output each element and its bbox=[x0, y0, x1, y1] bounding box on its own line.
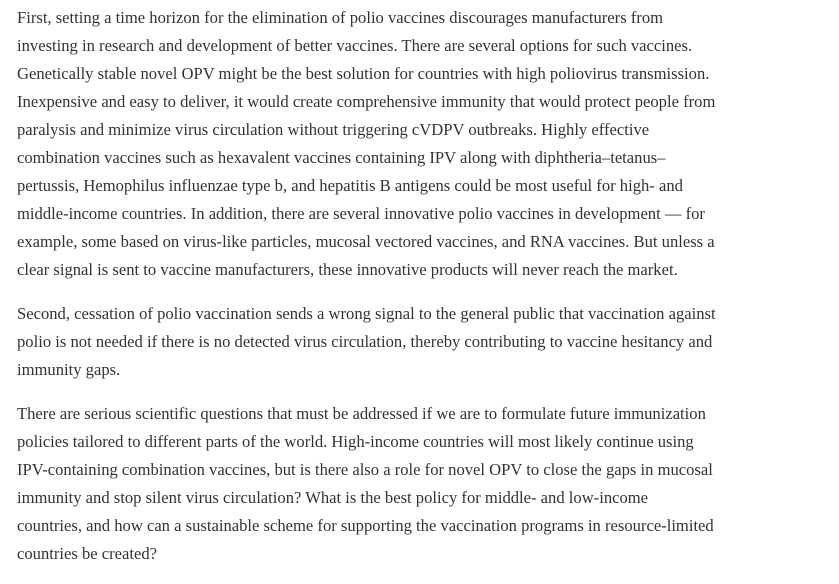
text-line: Genetically stable novel OPV might be the best solution for countries with high poliovirus transmission. bbox=[17, 64, 710, 83]
text-line: polio is not needed if there is no detected virus circulation, thereby contributing to vaccine hesitancy and bbox=[17, 332, 713, 351]
paragraph-second bbox=[17, 300, 827, 384]
text-line: investing in research and development of better vaccines. There are several options for such vaccines. bbox=[17, 36, 693, 55]
text-line: clear signal is sent to vaccine manufacturers, these innovative products will never reach the market. bbox=[17, 260, 678, 279]
text-line: countries, and how can a sustainable scheme for supporting the vaccination programs in resource-limited bbox=[17, 516, 714, 535]
text-line: countries be created? bbox=[17, 544, 158, 563]
text-line: Second, cessation of polio vaccination sends a wrong signal to the general public that vaccination against bbox=[17, 304, 716, 323]
text-line: policies tailored to different parts of the world. High-income countries will most likely continue using bbox=[17, 432, 694, 451]
text-line: paralysis and minimize virus circulation without triggering cVDPV outbreaks. Highly effective bbox=[17, 120, 650, 139]
text-line: There are serious scientific questions that must be addressed if we are to formulate future immunization bbox=[17, 404, 706, 423]
text-line: immunity gaps. bbox=[17, 360, 121, 379]
text-line: Inexpensive and easy to deliver, it would create comprehensive immunity that would protect people from bbox=[17, 92, 716, 111]
article-body bbox=[17, 4, 827, 584]
text-line: middle-income countries. In addition, there are several innovative polio vaccines in development — for bbox=[17, 204, 705, 223]
text-line: IPV-containing combination vaccines, but is there also a role for novel OPV to close the gaps in mucosal bbox=[17, 460, 713, 479]
text-line: immunity and stop silent virus circulation? What is the best policy for middle- and low-income bbox=[17, 488, 649, 507]
paragraph-third bbox=[17, 400, 827, 568]
text-line: example, some based on virus-like particles, mucosal vectored vaccines, and RNA vaccines. But unless a bbox=[17, 232, 715, 251]
text-line: combination vaccines such as hexavalent vaccines containing IPV along with diphtheria–tetanus– bbox=[17, 148, 666, 167]
text-line: First, setting a time horizon for the elimination of polio vaccines discourages manufacturers from bbox=[17, 8, 664, 27]
paragraph-first bbox=[17, 4, 827, 284]
text-line: pertussis, Hemophilus influenzae type b, and hepatitis B antigens could be most useful for high- and bbox=[17, 176, 683, 195]
